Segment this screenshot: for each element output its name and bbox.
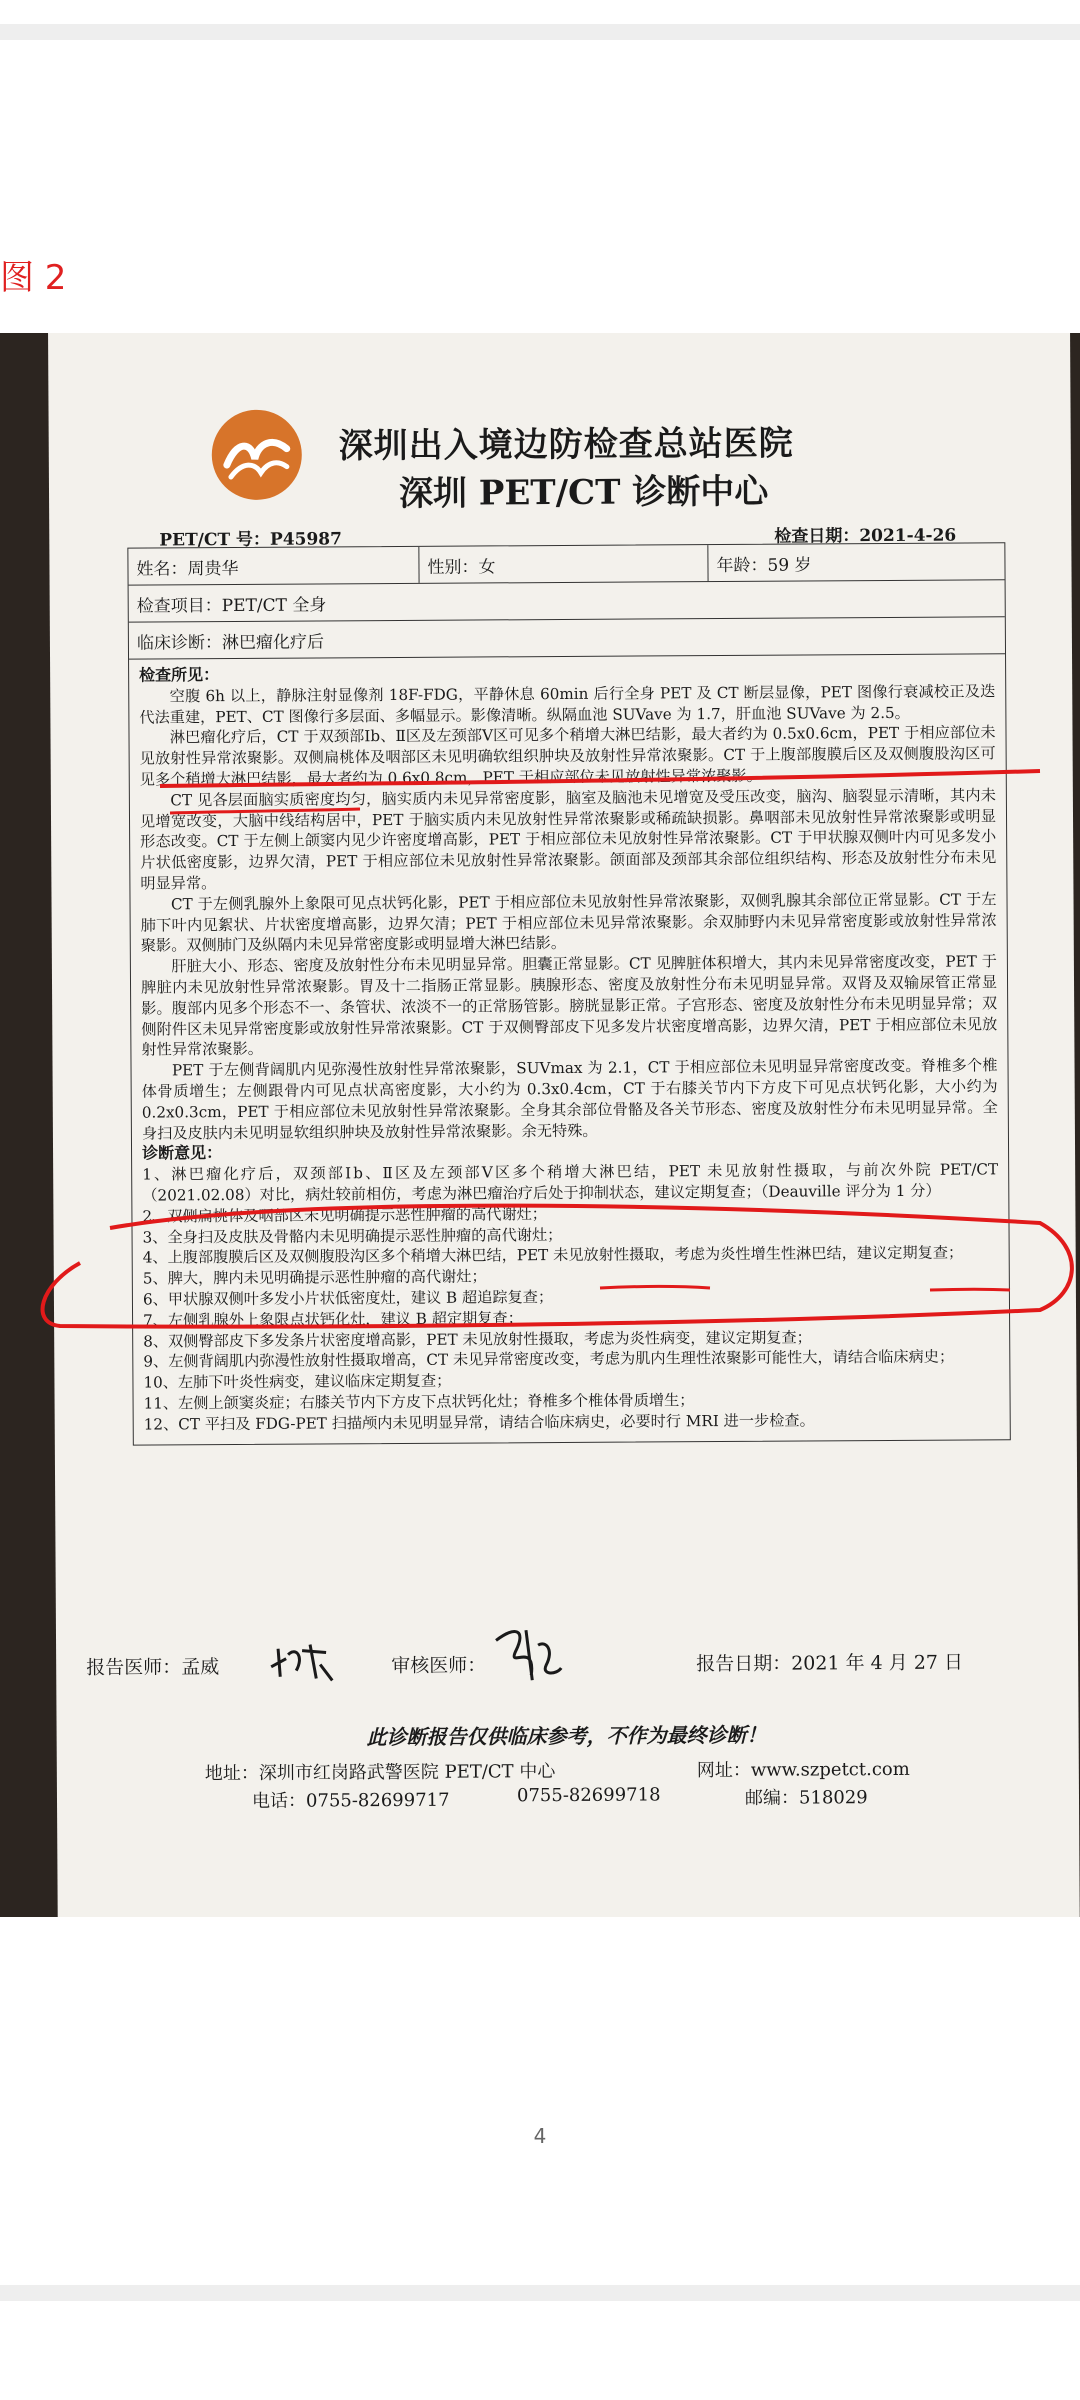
opinion-item: 2、双侧扁桃体及咽部区未见明确提示恶性肿瘤的高代谢灶；	[142, 1204, 548, 1226]
reviewer-signature-icon	[486, 1620, 566, 1690]
phone-1: 电话：0755-82699717	[251, 1789, 450, 1812]
patient-name: 姓名：周贵华	[128, 547, 419, 585]
opinion-item: 6、甲状腺双侧叶多发小片状低密度灶，建议 B 超追踪复查；	[142, 1287, 554, 1309]
finding-paragraph: 空腹 6h 以上，静脉注射显像剂 18F-FDG，平静休息 60min 后行全身 PET 及 CT 断层显像，PET 图像行衰减校正及迭代法重建，PET、CT 图像行多层面、多幅显示。影像清晰。纵隔血池 SUVave 为 1.7，肝血池 SUVave 为 2.5。	[139, 682, 996, 727]
opinion-item: 5、脾大，脾内未见明确提示恶性肿瘤的高代谢灶；	[142, 1267, 487, 1288]
finding-paragraph: 肝脏大小、形态、密度及放射性分布未见明显异常。胆囊正常显影。CT 见脾脏体积增大，其内未见异常密度改变，PET 于脾脏内未见放射性异常浓聚影。胃及十二指肠正常显影。胰腺形态、密度及放射性分布未见明显异常。双肾及双输尿管正常显影。腹部内见多个形态不一、条管状、浓淡不一的正常肠管影。膀胱显影正常。子宫形态、密度及放射性分布未见明显异常；双侧附件区未见异常密度影或放射性异常浓聚影。CT 于双侧臀部皮下见多发片状密度增高影，边界欠清，PET 于相应部位未见放射性异常浓聚影。	[140, 952, 998, 1059]
doctor-signature-icon	[266, 1636, 336, 1686]
report-paper	[48, 333, 1080, 1917]
clinical-diagnosis: 临床诊断：淋巴瘤化疗后	[136, 631, 324, 654]
exam-item-row	[129, 580, 1005, 622]
opinion-item: 1、淋巴瘤化疗后，双颈部Ⅰb、Ⅱ区及左颈部Ⅴ区多个稍增大淋巴结，PET 未见放射性摄取，与前次外院 PET/CT（2021.02.08）对比，病灶较前相仿，考虑为淋巴瘤治疗后处于抑制状态，建议定期复查；（Deauville 评分为 1 分）	[142, 1160, 999, 1205]
opinion-title: 诊断意见：	[141, 1143, 223, 1163]
report-photo	[0, 333, 1080, 1917]
top-divider	[0, 24, 1080, 40]
phone-2: 0755-82699718	[516, 1784, 661, 1807]
exam-date: 检查日期：2021-4-26	[774, 525, 957, 547]
findings-title: 检查所见：	[139, 665, 220, 685]
postcode: 邮编：518029	[744, 1787, 868, 1809]
opinion-item: 9、左侧背阔肌内弥漫性放射性摄取增高，CT 未见异常密度改变，考虑为肌内生理性浓聚影可能性大，请结合临床病史；	[143, 1347, 955, 1371]
report-date: 报告日期：2021 年 4 月 27 日	[696, 1651, 964, 1676]
finding-paragraph: CT 于左侧乳腺外上象限可见点状钙化影，PET 于相应部位未见放射性异常浓聚影，双侧乳腺其余部位正常显影。CT 于左肺下叶内见絮状、片状密度增高影，边界欠清；PET 于相应部位未见异常浓聚影。余双肺野内未见异常密度影或放射性异常浓聚影。双侧肺门及纵隔内未见异常密度影或明显增大淋巴结影。	[140, 890, 997, 955]
patient-sex: 性别：女	[419, 545, 708, 583]
exam-item: 检查项目：PET/CT 全身	[136, 594, 327, 617]
page-number: 4	[533, 2124, 547, 2148]
opinion-item: 10、左肺下叶炎性病变，建议临床定期复查；	[143, 1371, 452, 1392]
diagnostic-opinions	[142, 1159, 1000, 1435]
report-table	[127, 542, 1010, 1446]
center-name: 深圳 PET/CT 诊断中心	[398, 471, 769, 514]
clinical-dx-row	[129, 617, 1005, 659]
opinion-item: 8、双侧臀部皮下多发条片状密度增高影，PET 未见放射性摄取，考虑为炎性病变，建议定期复查；	[143, 1327, 812, 1351]
finding-paragraph: 淋巴瘤化疗后，CT 于双颈部Ⅰb、Ⅱ区及左颈部Ⅴ区可见多个稍增大淋巴结影，最大者约为 0.5x0.6cm，PET 于相应部位未见放射性异常浓聚影。双侧扁桃体及咽部区未见明确软组织肿块及放射性异常浓聚影。CT 于上腹部腹膜后区及双侧腹股沟区可见多个稍增大淋巴结影，最大者约为 0.6x0.8cm，PET 于相应部位未见放射性异常浓聚影。	[139, 723, 996, 789]
figure-label: 图 2	[0, 258, 67, 298]
opinion-item: 4、上腹部腹膜后区及双侧腹股沟区多个稍增大淋巴结，PET 未见放射性摄取，考虑为炎性增生性淋巴结，建议定期复查；	[142, 1243, 964, 1267]
finding-paragraph: PET 于左侧背阔肌内见弥漫性放射性异常浓聚影，SUVmax 为 2.1，CT 于相应部位未见明显异常密度改变。脊椎多个椎体骨质增生；左侧跟骨内可见点状高密度影，大小约为 0.3x0.4cm，CT 于右膝关节内下方皮下可见点状钙化影，大小约为 0.2x0.3cm，PET 于相应部位未见放射性异常浓聚影。全身其余部位骨骼及各关节形态、密度及放射性分布未见明显异常。全身扫及皮肤内未见明显软组织肿块及放射性异常浓聚影。余无特殊。	[141, 1056, 998, 1143]
opinion-item: 12、CT 平扫及 FDG-PET 扫描颅内未见明显异常，请结合临床病史，必要时行 MRI 进一步检查。	[143, 1411, 815, 1434]
findings	[139, 681, 998, 1144]
pet-id: PET/CT 号：P45987	[159, 529, 343, 551]
patient-age: 年龄：59 岁	[716, 554, 812, 576]
hospital-logo-icon	[208, 407, 305, 504]
website: 网址：www.szpetct.com	[696, 1758, 910, 1782]
opinion-item: 7、左侧乳腺外上象限点状钙化灶，建议 B 超定期复查；	[143, 1308, 523, 1330]
address: 地址：深圳市红岗路武警医院 PET/CT 中心	[204, 1761, 556, 1785]
opinion-item: 11、左侧上颌窦炎症；右膝关节内下方皮下点状钙化灶；脊椎多个椎体骨质增生；	[143, 1391, 695, 1413]
bottom-divider	[0, 2285, 1080, 2301]
opinion-item: 3、全身扫及皮肤及骨骼内未见明确提示恶性肿瘤的高代谢灶；	[142, 1225, 563, 1247]
disclaimer: 此诊断报告仅供临床参考，不作为最终诊断！	[366, 1722, 767, 1750]
reporting-doctor: 报告医师：孟威	[86, 1656, 220, 1679]
finding-paragraph: CT 见各层面脑实质密度均匀，脑实质内未见异常密度影，脑室及脑池未见增宽及受压改变，脑沟、脑裂显示清晰，其内未见增宽改变，大脑中线结构居中，PET 于脑实质内未见放射性异常浓聚影或稀疏缺损影。鼻咽部未见放射性异常浓聚影或明显形态改变。CT 于左侧上颌窦内见少许密度增高影，PET 于相应部位未见放射性异常浓聚影。CT 于甲状腺双侧叶内可见多发小片状低密度影，边界欠清，PET 于相应部位未见放射性异常浓聚影。颌面部及颈部其余部位组织结构、形态及放射性分布未见明显异常。	[139, 786, 997, 893]
reviewing-doctor: 审核医师：	[391, 1654, 487, 1678]
patient-info-row	[128, 543, 1004, 585]
hospital-name: 深圳出入境边防检查总站医院	[338, 423, 794, 467]
report-body	[129, 654, 1010, 1445]
